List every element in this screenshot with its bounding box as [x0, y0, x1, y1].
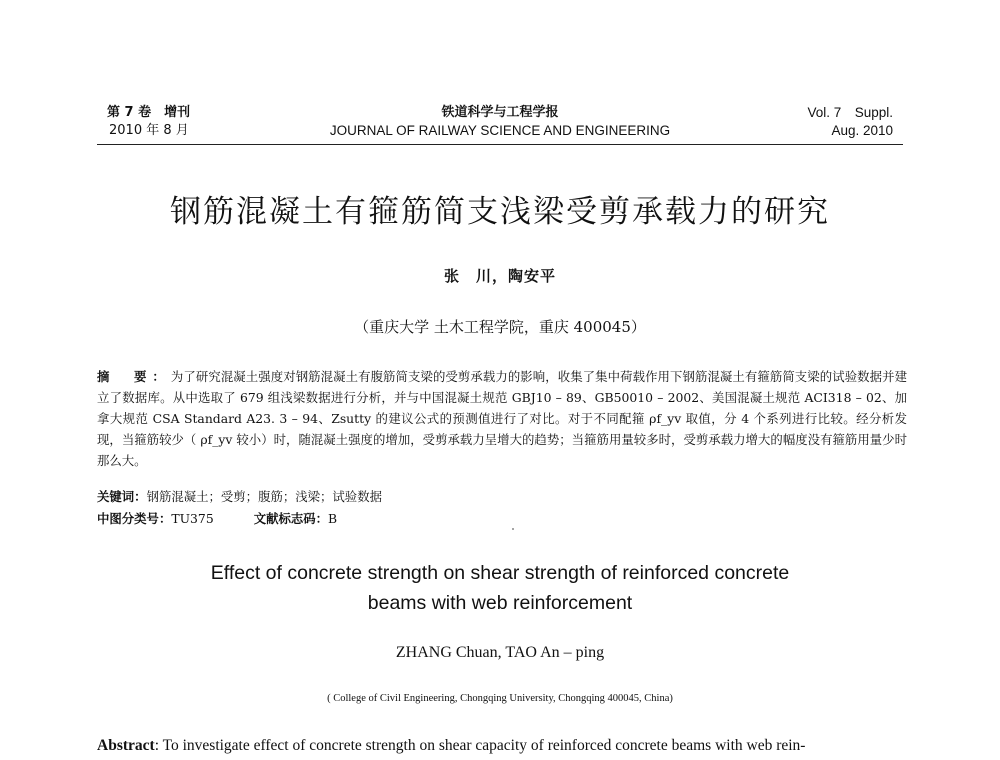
stray-dot	[512, 528, 514, 530]
paper-title-cn: 钢筋混凝土有箍筋简支浅梁受剪承载力的研究	[170, 194, 830, 230]
abstract-cn	[97, 366, 907, 471]
header-volume-en: Vol. 7 Suppl.	[807, 105, 893, 120]
paper-title-en-line2: beams with web reinforcement	[367, 592, 633, 614]
paper-title-en	[0, 558, 1000, 618]
classification-line	[97, 510, 337, 528]
authors-en: ZHANG Chuan, TAO An – ping	[395, 644, 605, 661]
abstract-en	[97, 736, 907, 756]
affiliation-cn: （重庆大学 土木工程学院，重庆 400045）	[354, 318, 646, 336]
abstract-en-label: Abstract	[97, 737, 155, 754]
header-date-cn: 2010 年 8 月	[109, 123, 189, 138]
header-volume: 第 7 卷 增刊	[107, 105, 191, 120]
keywords-cn-label: 关键词：	[97, 489, 147, 504]
journal-name-en: JOURNAL OF RAILWAY SCIENCE AND ENGINEERING	[329, 123, 671, 138]
paper-title-en-line1: Effect of concrete strength on shear strength of reinforced concrete	[210, 562, 790, 584]
header-journal-name	[97, 104, 903, 140]
abstract-cn-label: 摘 要：	[97, 369, 171, 384]
authors-cn: 张 川，陶安平	[443, 267, 556, 285]
keywords-cn-text: 钢筋混凝土；受剪；腹筋；浅梁；试验数据	[146, 489, 382, 504]
journal-header	[97, 104, 903, 145]
abstract-cn-text: 为了研究混凝土强度对钢筋混凝土有腹筋简支梁的受剪承载力的影响，收集了集中荷载作用下钢筋混凝土有箍筋简支梁的试验数据并建立了数据库。从中选取了 679 组浅梁数据进行分析，并与中国混凝土规范 GBJ10 – 89、GB50010 – 2002、美国混凝土规范 ACI318 – 02、加拿大规范 CSA Standard A23. 3 – 94、Zsutty 的建议公式的预测值进行了对比。对于不同配箍 ρf_yv 取值，分 4 个系列进行比较。经分析发现，当箍筋较少（ ρf_yv 较小）时，随混凝土强度的增加，受剪承载力呈增大的趋势；当箍筋用量较多时，受剪承载力增大的幅度没有箍筋用量少时那么大。	[97, 369, 908, 468]
document-code-label: 文献标志码：	[253, 511, 329, 526]
classification-label: 中图分类号：	[97, 511, 172, 526]
header-date-en: Aug. 2010	[831, 123, 893, 138]
keywords-cn	[97, 488, 382, 506]
classification-value: TU375	[171, 511, 214, 526]
journal-name-cn: 铁道科学与工程学报	[441, 105, 559, 120]
header-volume-info-en	[807, 104, 893, 140]
abstract-en-text: : To investigate effect of concrete strength on shear capacity of reinforced concrete beams with web rein-	[154, 737, 806, 754]
document-code-value: B	[328, 511, 338, 526]
affiliation-en: ( College of Civil Engineering, Chongqing University, Chongqing 400045, China)	[327, 693, 673, 704]
